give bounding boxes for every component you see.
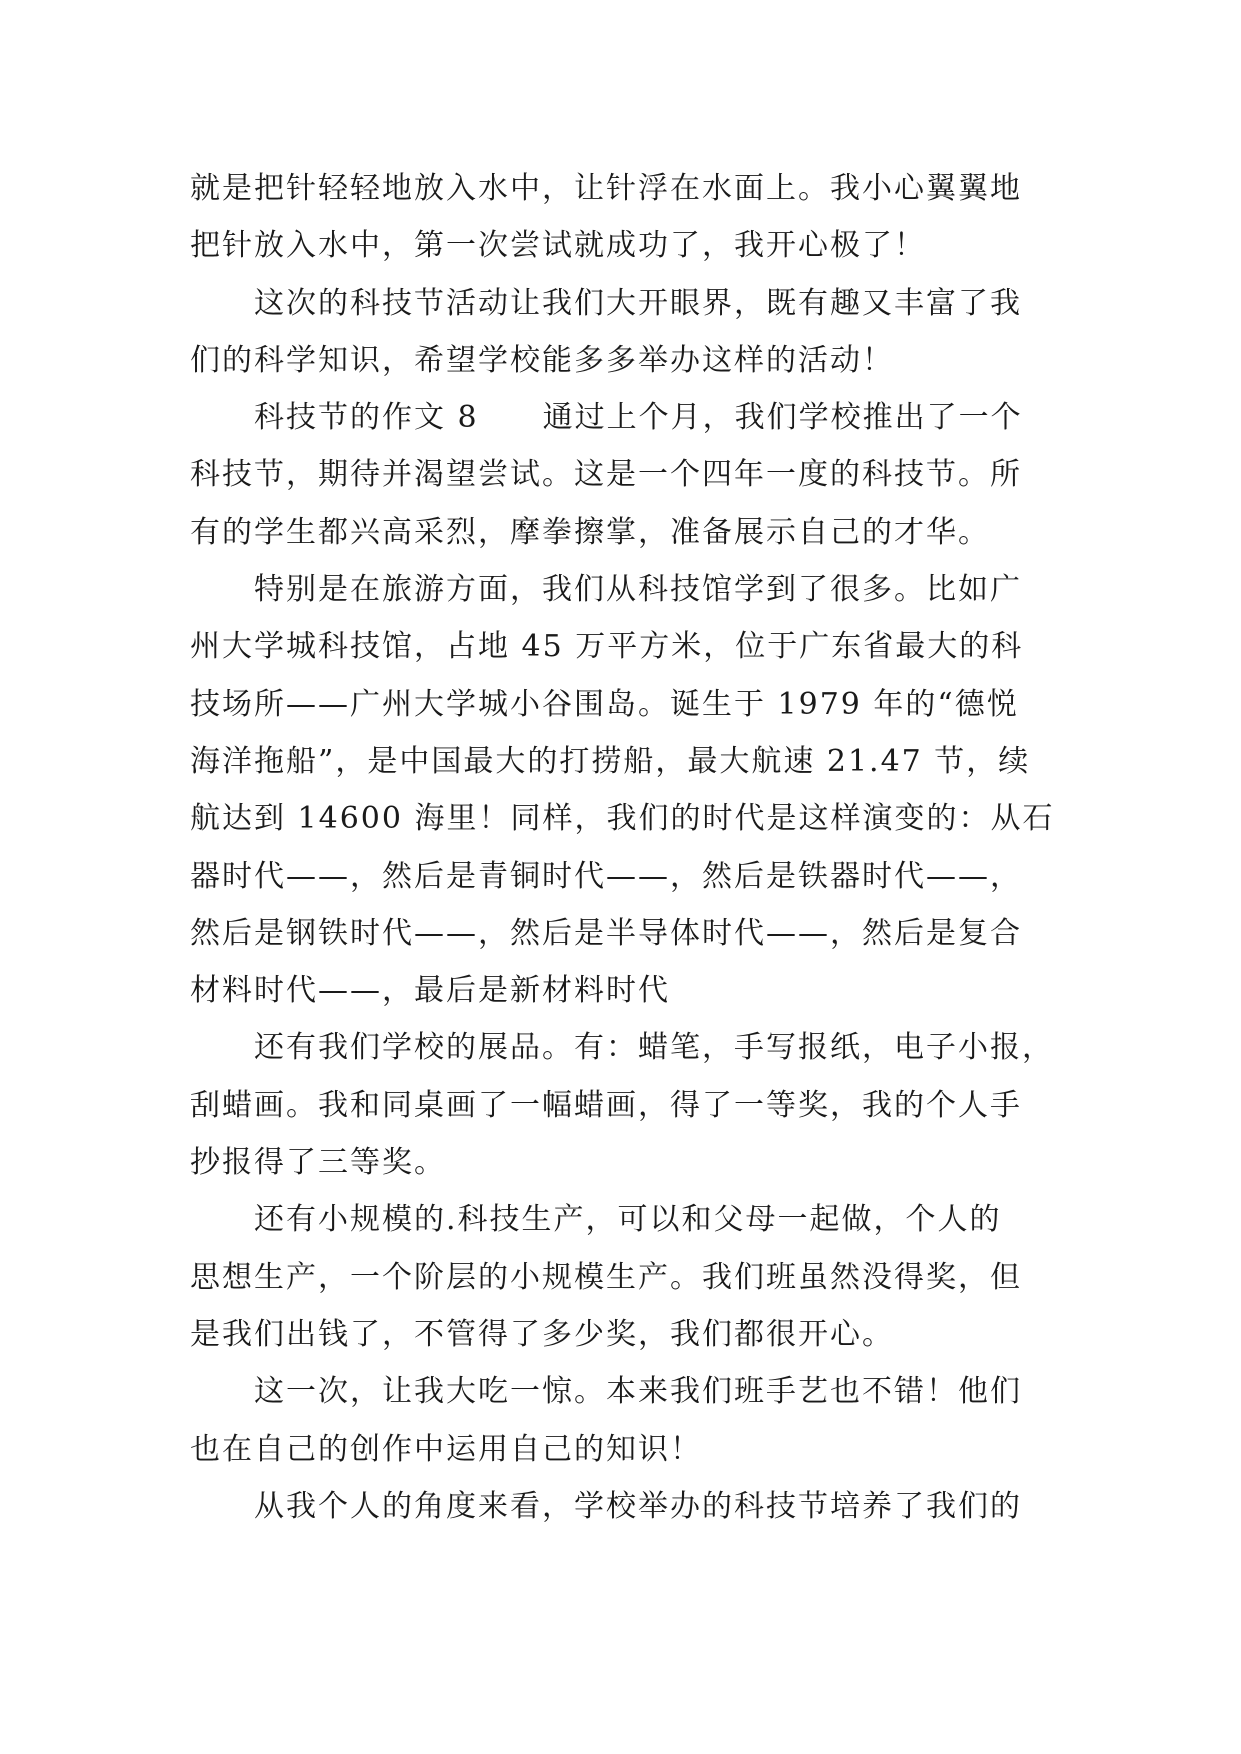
paragraph — [190, 1019, 1054, 1191]
text-line: 航达到 14600 海里！同样，我们的时代是这样演变的：从石 — [190, 801, 1055, 837]
text-line: 还有小规模的.科技生产，可以和父母一起做，个人的 — [254, 1202, 1002, 1238]
text-line: 科技节的作文 8 通过上个月，我们学校推出了一个 — [254, 400, 1023, 436]
text-line: 是我们出钱了，不管得了多少奖，我们都很开心。 — [190, 1316, 894, 1352]
text-line: 也在自己的创作中运用自己的知识！ — [190, 1431, 702, 1467]
text-line: 技场所——广州大学城小谷围岛。诞生于 1979 年的“德悦 — [190, 686, 1019, 722]
text-line: 器时代——，然后是青铜时代——，然后是铁器时代——， — [190, 858, 1022, 894]
text-line: 刮蜡画。我和同桌画了一幅蜡画，得了一等奖，我的个人手 — [190, 1087, 1022, 1123]
paragraph — [190, 1191, 1050, 1363]
paragraph — [190, 561, 1055, 1019]
text-line: 然后是钢铁时代——，然后是半导体时代——，然后是复合 — [190, 915, 1022, 951]
text-line: 就是把针轻轻地放入水中，让针浮在水面上。我小心翼翼地 — [190, 171, 1022, 206]
text-line: 海洋拖船”，是中国最大的打捞船，最大航速 21.47 节，续 — [190, 743, 1031, 779]
text-line: 还有我们学校的展品。有：蜡笔，手写报纸，电子小报， — [254, 1030, 1054, 1066]
paragraph — [190, 275, 1050, 390]
paragraph — [190, 389, 1050, 561]
paragraph — [190, 160, 1050, 275]
text-line: 从我个人的角度来看，学校举办的科技节培养了我们的 — [254, 1488, 1022, 1524]
text-line: 思想生产，一个阶层的小规模生产。我们班虽然没得奖，但 — [190, 1259, 1022, 1295]
text-line: 科技节，期待并渴望尝试。这是一个四年一度的科技节。所 — [190, 457, 1022, 493]
text-line: 有的学生都兴高采烈，摩拳擦掌，准备展示自己的才华。 — [190, 514, 990, 550]
text-line: 们的科学知识，希望学校能多多举办这样的活动！ — [190, 342, 894, 378]
text-line: 这次的科技节活动让我们大开眼界，既有趣又丰富了我 — [254, 285, 1022, 321]
text-line: 特别是在旅游方面，我们从科技馆学到了很多。比如广 — [254, 572, 1022, 608]
text-line: 把针放入水中，第一次尝试就成功了，我开心极了！ — [190, 228, 926, 264]
text-line: 州大学城科技馆，占地 45 万平方米，位于广东省最大的科 — [190, 629, 1024, 665]
paragraph — [190, 1363, 1050, 1478]
text-line: 抄报得了三等奖。 — [190, 1145, 446, 1181]
article-body — [190, 160, 1055, 1535]
text-line: 这一次，让我大吃一惊。本来我们班手艺也不错！他们 — [254, 1374, 1022, 1410]
text-line: 材料时代——，最后是新材料时代 — [190, 973, 670, 1009]
paragraph — [190, 1478, 1050, 1535]
